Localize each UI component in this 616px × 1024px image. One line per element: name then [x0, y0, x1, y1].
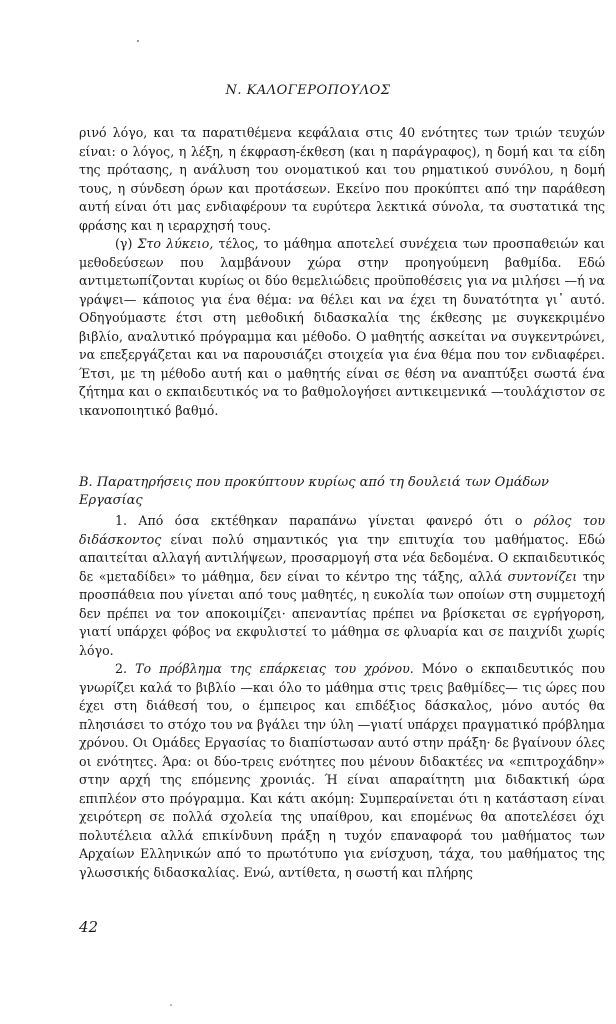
paragraph-text: 1. Από όσα εκτέθηκαν παραπάνω γίνεται φανερό ότι ο — [115, 513, 534, 528]
section-heading: Β. Παρατηρήσεις που προκύπτουν κυρίως από τη δουλειά των Ομάδων Εργασίας — [79, 475, 549, 508]
body-text-bottom — [79, 512, 605, 882]
emphasis-text: Στο λύκειο, — [137, 236, 214, 251]
body-text-top — [79, 124, 605, 420]
paragraph-text: 2. — [115, 661, 136, 676]
paragraph-text: είναι πολύ σημαντικός για την επιτυχία του μαθήματος. Εδώ απαιτείται αλλαγή αντιλήψεων, προσαρμογή στα νέα δεδομένα. Ο εκπαιδευτικός δε «μεταδίδει» το μάθημα, δεν είναι το κέντρο της τάξης, αλλά — [79, 531, 605, 584]
paragraph-text: την προσπάθεια που γίνεται από τους μαθητές, η ευκολία των οποίων στη συμμετοχή δεν πρέπει να τον αποκοιμίζει· απεναντίας πρέπει να βρίσκεται σε εγρήγορση, γιατί υπάρχει φόβος να εκφυλιστεί το μάθημα σε φλυαρία και σε παιχνίδι χωρίς λόγο. — [79, 568, 606, 658]
paragraph-marker: (γ) — [115, 236, 138, 251]
emphasis-text: Το πρόβλημα της επάρκειας του χρόνου. — [135, 661, 414, 676]
scan-speck — [137, 40, 139, 42]
paragraph-text: Μόνο ο εκπαιδευτικός που γνωρίζει καλά το βιβλίο —και όλο το μάθημα στις τρεις βαθμίδες— τις ώρες που έχει στη διάθεσή του, ο έμπειρος και επιδέξιος δάσκαλος, μόνο αυτός θα πλησιάσει το στόχο του να βγάλει την ύλη —γιατί υπάρχει πραγματικό πρόβλημα χρόνου. Οι Ομάδες Εργασίας το διαπίστωσαν αυτό στην πράξη· δε βγαίνουν όλες οι ενότητες. Άρα: οι δύο-τρεις ενότητες που μένουν διδακτέες να «επιτροχάδην» στην αρχή της επόμενης χρονιάς. Ή είναι απαραίτητη μια διδακτική ώρα επιπλέον στο πρόγραμμα. Και κάτι ακόμη: Συμπεραίνεται ότι η κατάσταση είναι χειρότερη σε πολλά σχολεία της υπαίθρου, και επομένως θα αποτελέσει όχι πολυτέλεια αλλά επικίνδυνη πράξη η τυχόν επαναφορά του μαθήματος των Αρχαίων Ελληνικών από το πρωτότυπο για ενίσχυση, τάχα, του μαθήματος της γλωσσικής διδασκαλίας. Ενώ, αντίθετα, η σωστή και πλήρης — [79, 661, 605, 880]
paragraph — [79, 124, 605, 235]
paragraph-text: ρινό λόγο, και τα παρατιθέμενα κεφάλαια στις 40 ενότητες των τριών τευχών είναι: ο λόγος, η λέξη, η έκφραση-έκθεση (και η παράγραφος), η δομή και τα είδη της πρότασης, η ανάλυση του ονοματικού και του ρηματικού συνόλου, η δομή τους, η σύνδεση όρων και προτάσεων. Εκείνο που προκύπτει από την παράθεση αυτή είναι ότι μας ενδιαφέρουν τα ευρύτερα λεκτικά σύνολα, τα συστατικά της φράσης και η ιεραρχησή τους. — [79, 125, 605, 233]
paragraph — [79, 660, 605, 882]
paragraph — [79, 512, 605, 660]
paragraph-text: τέλος, το μάθημα αποτελεί συνέχεια των προσπαθειών και μεθοδεύσεων που λαμβάνουν χώρα στην προηγούμενη βαθμίδα. Εδώ αντιμετωπίζονται κυρίως οι δύο θεμελιώδεις προϋποθέσεις για να μιλήσει —ή να γράψει— κάποιος για ένα θέμα: να θέλει και να έχει τη δυνατότητα γι᾽ αυτό. Οδηγούμαστε έτσι στη μεθοδική διδασκαλία της έκθεσης με συγκεκριμένο βιβλίο, αναλυτικό πρόγραμμα και μέθοδο. Ο μαθητής ασκείται να συγκεντρώνει, να επεξεργάζεται και να παρουσιάζει στοιχεία για ένα θέμα που τον ενδιαφέρει. Έτσι, με τη μέθοδο αυτή και ο μαθητής είναι σε θέση να αναπτύξει σωστά ένα ζήτημα και ο εκπαιδευτικός να το βαθμολογήσει αντικειμενικά —τουλάχιστον σε ικανοποιητικό βαθμό. — [79, 236, 606, 418]
emphasis-text: συντονίζει — [507, 568, 578, 584]
running-header: Ν. ΚΑΛΟΓΕΡΟΠΟΥΛΟΣ — [225, 83, 391, 98]
emphasis-text: ρόλος του διδάσκοντος — [79, 513, 605, 547]
scan-speck — [170, 1004, 172, 1006]
page-number: 42 — [79, 918, 99, 936]
paragraph — [79, 235, 605, 420]
